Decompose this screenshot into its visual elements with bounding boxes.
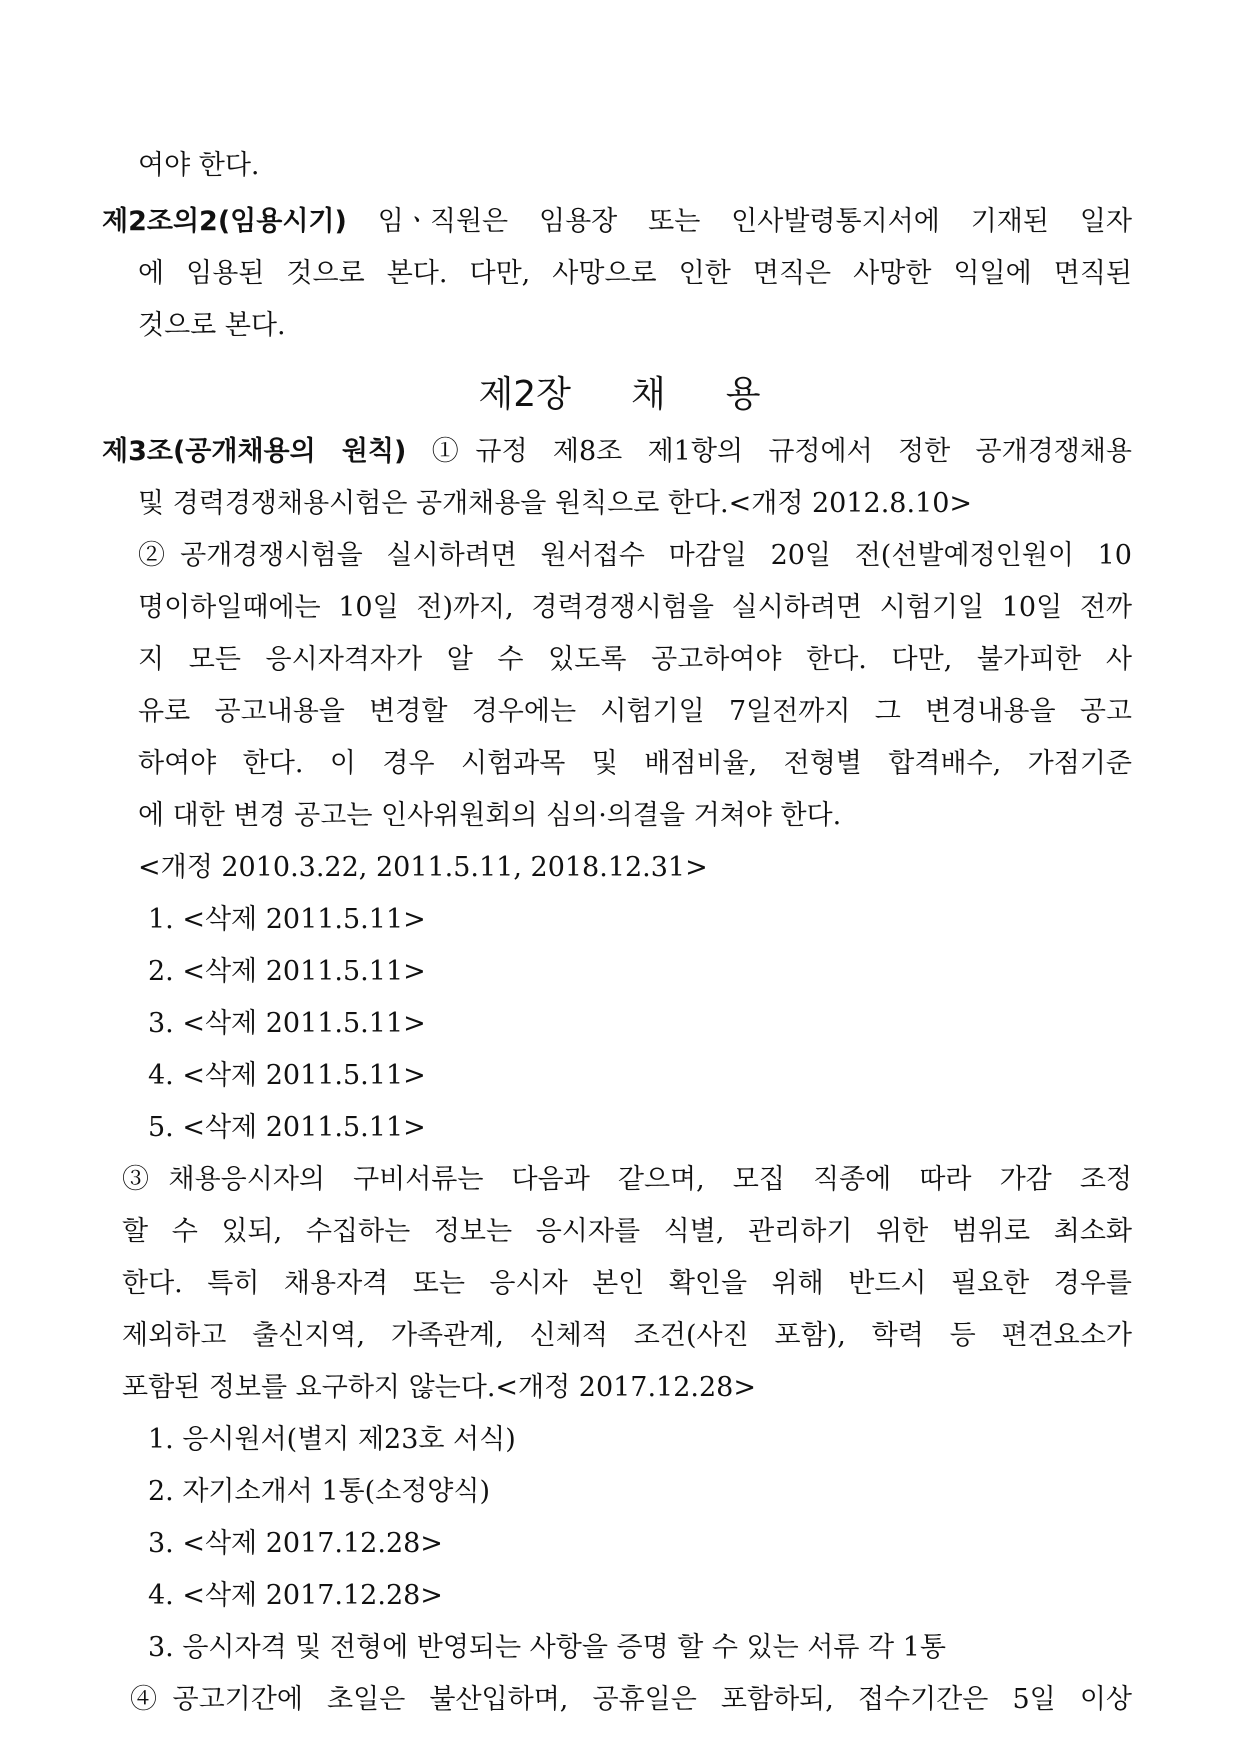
list-item: 3. <삭제 2011.5.11> (148, 1008, 426, 1039)
article-3-para-2-amendment: <개정 2010.3.22, 2011.5.11, 2018.12.31> (138, 852, 708, 883)
article-2-2-line-1 (102, 202, 1132, 242)
article-3-para-2-line: 하여야 한다. 이 경우 시험과목 및 배점비율, 전형별 합격배수, 가점기준 (138, 748, 1132, 779)
article-3-para-1-line-2: 및 경력경쟁채용시험은 공개채용을 원칙으로 한다.<개정 2012.8.10> (138, 488, 973, 519)
article-3-para-2-line: 명이하일때에는 10일 전)까지, 경력경쟁시험을 실시하려면 시험기일 10일 전까 (138, 592, 1132, 623)
article-3-para-3-line: 한다. 특히 채용자격 또는 응시자 본인 확인을 위해 반드시 필요한 경우를 (122, 1268, 1132, 1299)
article-3-para-3-line: ③채용응시자의 구비서류는 다음과 같으며, 모집 직종에 따라 가감 조정 (122, 1164, 1132, 1195)
list-item: 3. <삭제 2017.12.28> (148, 1528, 443, 1559)
article-3-para-2-line: ②공개경쟁시험을 실시하려면 원서접수 마감일 20일 전(선발예정인원이 10 (138, 540, 1132, 571)
article-3-para-2-line: 유로 공고내용을 변경할 경우에는 시험기일 7일전까지 그 변경내용을 공고 (138, 696, 1132, 727)
list-item: 4. <삭제 2017.12.28> (148, 1580, 443, 1611)
article-2-2-line-3: 것으로 본다. (138, 310, 286, 341)
chapter-title-char-1: 채 (630, 374, 666, 415)
article-3-para-3-line: 제외하고 출신지역, 가족관계, 신체적 조건(사진 포함), 학력 등 편견요소가 (122, 1320, 1132, 1351)
article-3-para-2-line: 지 모든 응시자격자가 알 수 있도록 공고하여야 한다. 다만, 불가피한 사 (138, 644, 1132, 675)
article-2-2-heading: 제2조의2(임용시기) (102, 206, 347, 237)
article-2-2-text: 임ㆍ직원은 임용장 또는 인사발령통지서에 기재된 일자 (346, 206, 1132, 237)
list-item: 1. <삭제 2011.5.11> (148, 904, 426, 935)
list-item: 2. <삭제 2011.5.11> (148, 956, 426, 987)
chapter-number: 제2장 (478, 374, 571, 415)
list-item: 2. 자기소개서 1통(소정양식) (148, 1476, 490, 1507)
article-3-para-1-text: ①규정 제8조 제1항의 규정에서 정한 공개경쟁채용 (406, 436, 1132, 467)
list-item: 3. 응시자격 및 전형에 반영되는 사항을 증명 할 수 있는 서류 각 1통 (148, 1632, 946, 1663)
article-2-2-line-2: 에 임용된 것으로 본다. 다만, 사망으로 인한 면직은 사망한 익일에 면직된 (138, 258, 1132, 289)
article-3-para-3-line: 할 수 있되, 수집하는 정보는 응시자를 식별, 관리하기 위한 범위로 최소화 (122, 1216, 1132, 1247)
list-item: 5. <삭제 2011.5.11> (148, 1112, 426, 1143)
article-3-heading: 제3조(공개채용의 원칙) (102, 436, 407, 467)
article-3-para-2-line: 에 대한 변경 공고는 인사위원회의 심의·의결을 거쳐야 한다. (138, 800, 842, 831)
chapter-title (0, 370, 1239, 420)
prev-article-continuation: 여야 한다. (138, 150, 260, 181)
list-item: 1. 응시원서(별지 제23호 서식) (148, 1424, 516, 1455)
chapter-title-char-2: 용 (725, 374, 761, 415)
article-3-para-3-line: 포함된 정보를 요구하지 않는다.<개정 2017.12.28> (122, 1372, 756, 1403)
article-3-line-1 (102, 432, 1132, 472)
article-3-para-4-line-1: ④공고기간에 초일은 불산입하며, 공휴일은 포함하되, 접수기간은 5일 이상 (130, 1684, 1132, 1715)
list-item: 4. <삭제 2011.5.11> (148, 1060, 426, 1091)
